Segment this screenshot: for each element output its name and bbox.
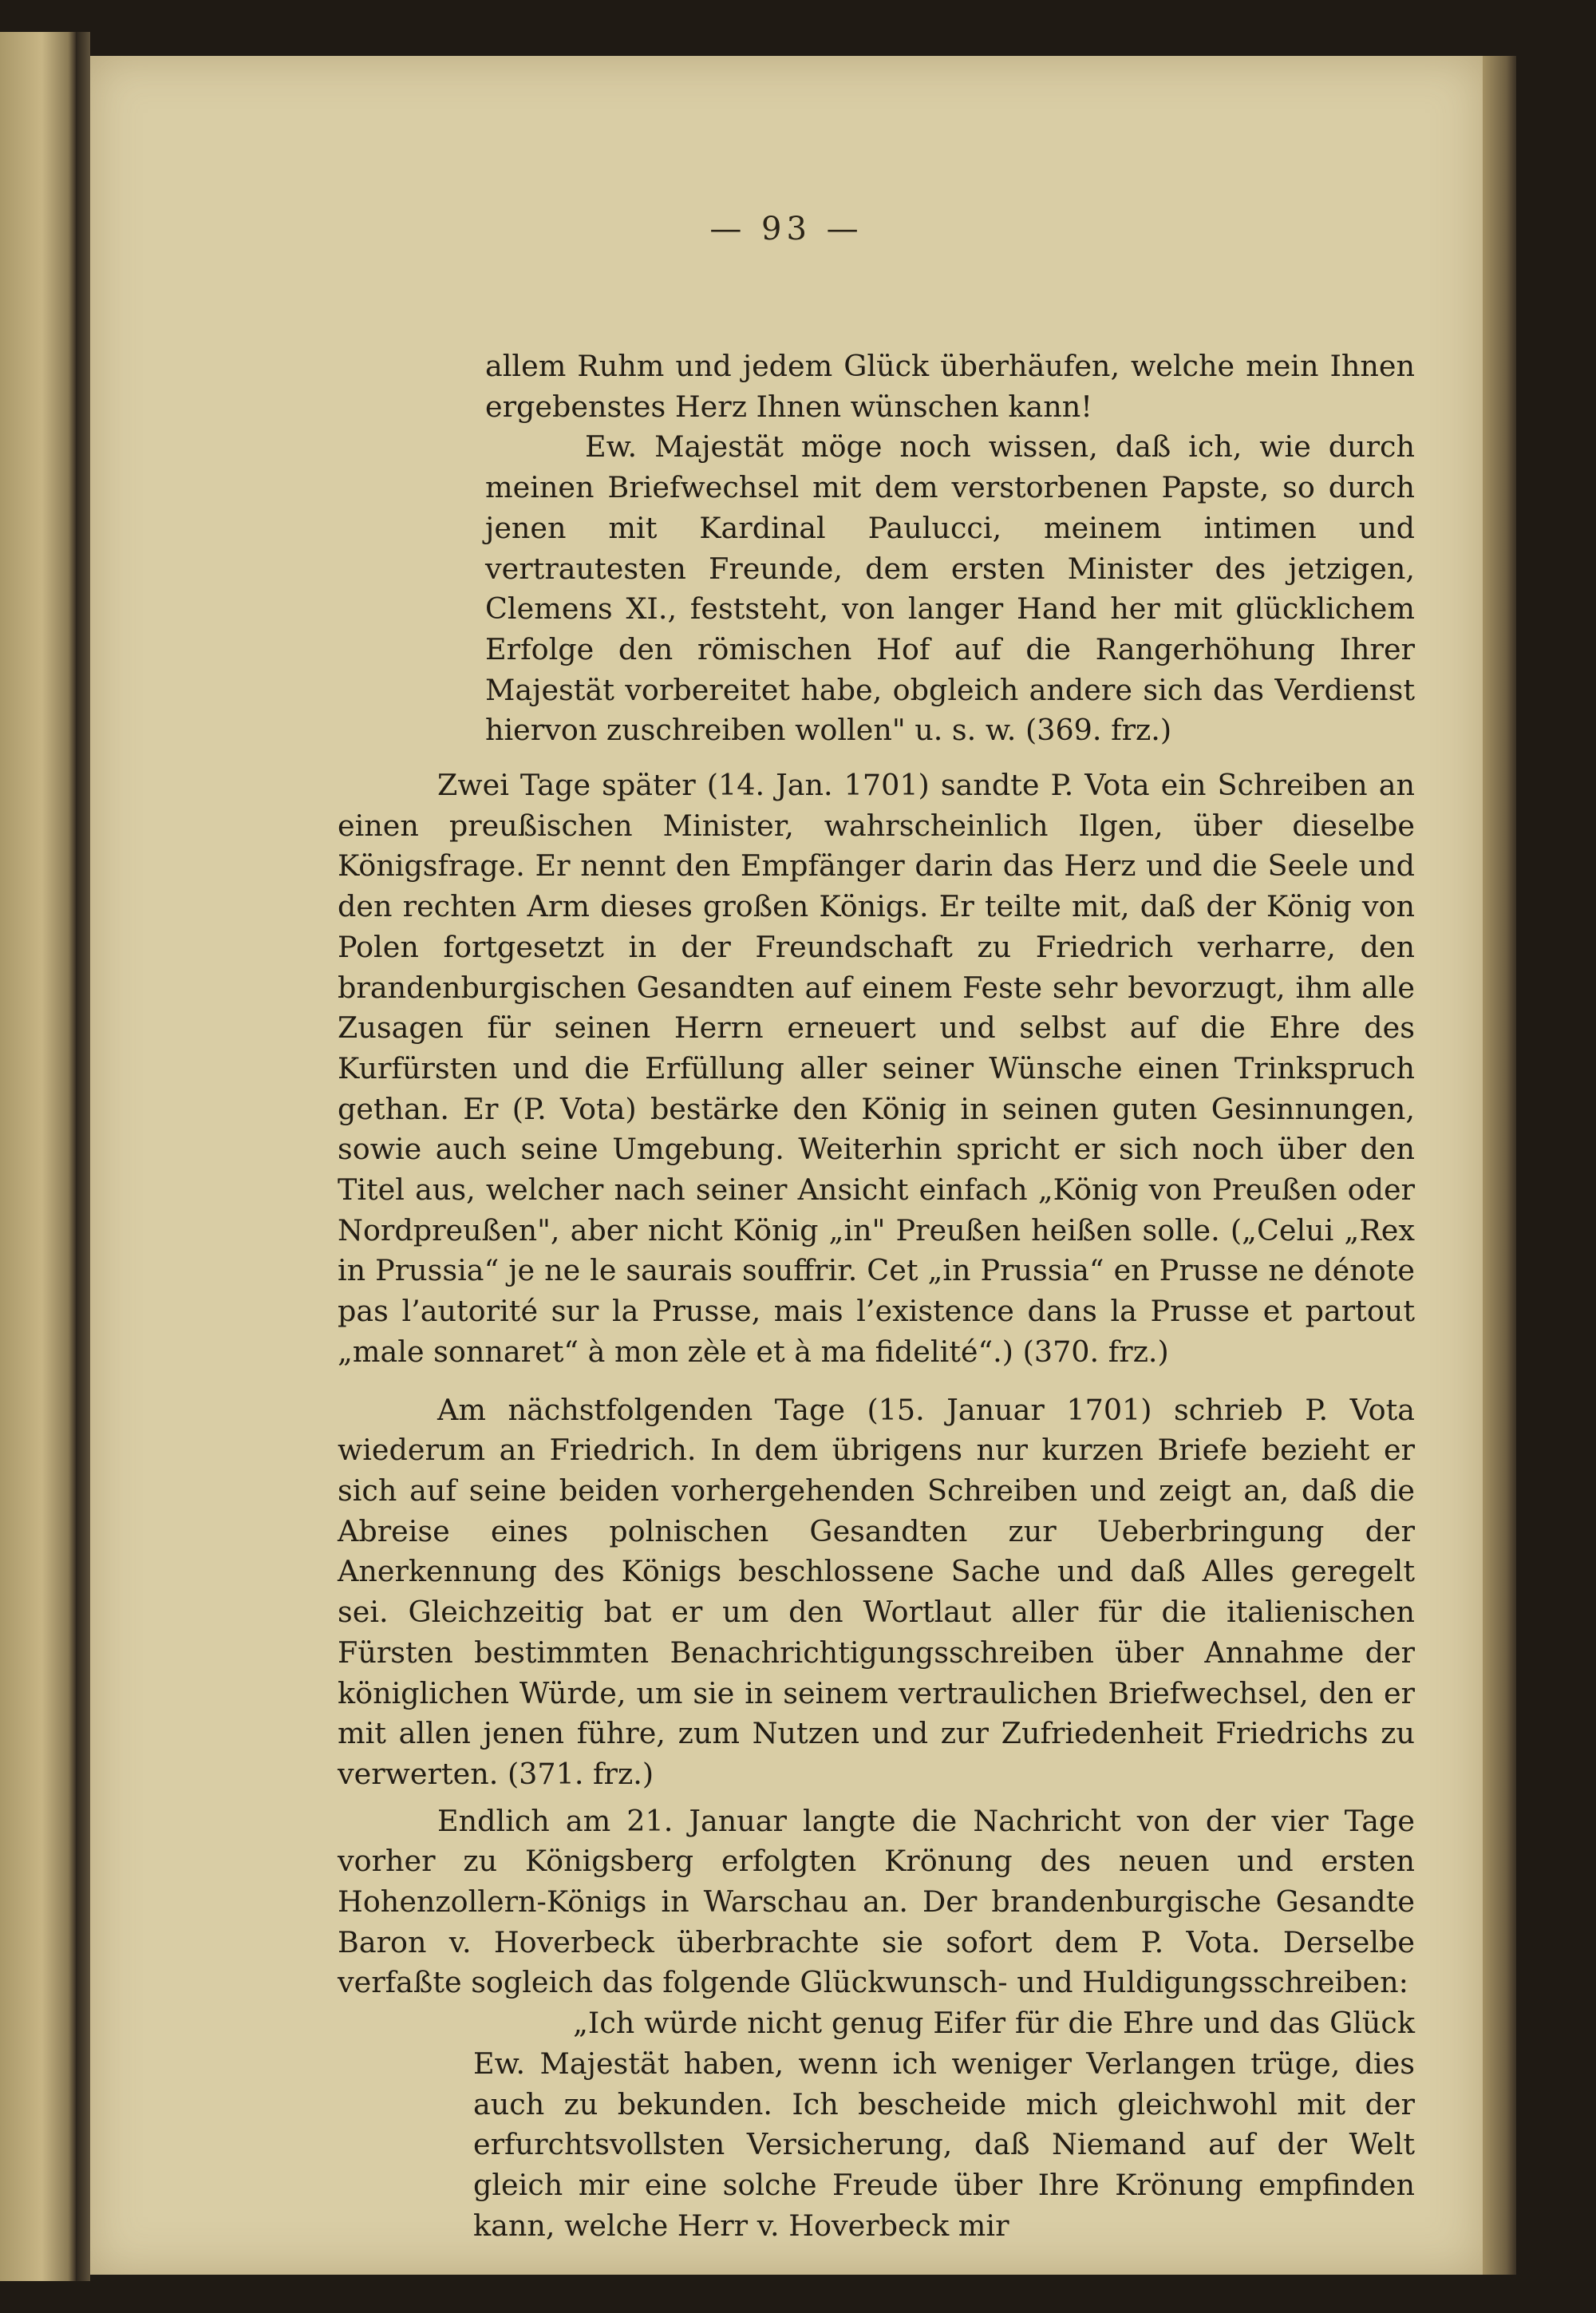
quote-continuation: allem Ruhm und jedem Glück überhäufen, welche mein Ihnen ergebenstes Herz Ihnen wünschen kann! xyxy=(485,349,1415,424)
paragraph: Endlich am 21. Januar langte die Nachricht von der vier Tage vorher zu Königsberg erfolgten Krönung des neuen und ersten Hohenzollern-Königs in Warschau an. Der brandenburgische Gesandte Baron v. Hoverbeck überbrachte sie sofort dem P. Vota. Derselbe verfaßte sogleich das folgende Glückwunsch- und Huldigungsschreiben: xyxy=(338,1803,1415,2000)
paragraph: Zwei Tage später (14. Jan. 1701) sandte P. Vota ein Schreiben an einen preußischen Minister, wahrscheinlich Ilgen, über dieselbe Königsfrage. Er nennt den Empfänger darin das Herz und die Seele und den rechten Arm dieses großen Königs. Er teilte mit, daß der König von Polen fortgesetzt in der Freundschaft zu Friedrich verharre, den brandenburgischen Gesandten auf einem Feste sehr bevorzugt, ihm alle Zusagen für seinen Herrn erneuert und selbst auf die Ehre des Kurfürsten und die Erfüllung aller seiner Wünsche einen Trinkspruch gethan. Er (P. Vota) bestärke den König in seinen guten Gesinnungen, sowie auch seine Umgebung. Weiterhin spricht er sich noch über den Titel aus, welcher nach seiner Ansicht einfach „König von Preußen oder Nordpreußen", aber nicht König „in" Preußen heißen solle. („Celui „Rex in Prussia“ je ne le saurais souffrir. Cet „in Prussia“ en Prusse ne dénote pas l’autorité sur la Prusse, mais l’existence dans la Prusse et partout „male sonnaret“ à mon zèle et à ma fidelité“.) (370. frz.) xyxy=(338,768,1415,1369)
page-stack-edge xyxy=(1483,56,1516,2275)
quote-paragraph: „Ich würde nicht genug Eifer für die Ehre und das Glück Ew. Majestät haben, wenn ich weniger Verlangen trüge, dies auch zu bekunden. Ich bescheide mich gleichwohl mit der erfurchtsvollsten Versicherung, daß Niemand auf der Welt gleich mir eine solche Freude über Ihre Krönung empfinden kann, welche Herr v. Hoverbeck mir xyxy=(473,2006,1415,2243)
quote-paragraph: Ew. Majestät möge noch wissen, daß ich, wie durch meinen Briefwechsel mit dem verstorbenen Papste, so durch jenen mit Kardinal Paulucci, meinem intimen und vertrautesten Freunde, dem ersten Minister des jetzigen, Clemens XI., feststeht, von langer Hand her mit glücklichem Erfolge den römischen Hof auf die Rangerhöhung Ihrer Majestät vorbereitet habe, obgleich andere sich das Verdienst hiervon zuschreiben wollen" u. s. w. (369. frz.) xyxy=(485,429,1415,748)
book-page xyxy=(90,56,1483,2275)
text-block xyxy=(338,346,1415,2246)
book-gutter xyxy=(76,32,90,2281)
previous-page-edge xyxy=(0,32,76,2281)
paragraph: Am nächstfolgenden Tage (15. Januar 1701) schrieb P. Vota wiederum an Friedrich. In dem übrigens nur kurzen Briefe bezieht er sich auf seine beiden vorhergehenden Schreiben und zeigt an, daß die Abreise eines polnischen Gesandten zur Ueberbringung der Anerkennung des Königs beschlossene Sache und daß Alles geregelt sei. Gleichzeitig bat er um den Wortlaut aller für die italienischen Fürsten bestimmten Benachrichtigungsschreiben über Annahme der königlichen Würde, um sie in seinem vertraulichen Briefwechsel, den er mit allen jenen führe, zum Nutzen und zur Zufriedenheit Friedrichs zu verwerten. (371. frz.) xyxy=(338,1392,1415,1791)
page-number: — 93 — xyxy=(709,211,863,247)
